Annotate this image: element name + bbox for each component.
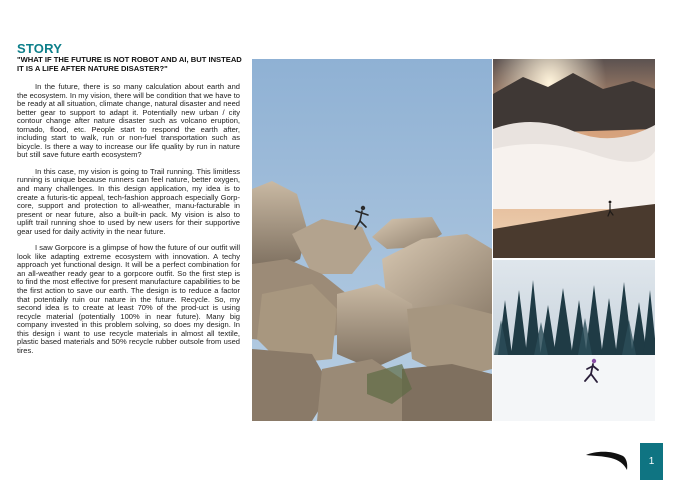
paragraph-2: In this case, my vision is going to Trail running. This limitless running is unique because runners can feel nature, better oxygen, and many challenges. In this design application, my idea is to create a futuris-tic appeal, tech-fashion approach especially Gorp-core, support and protection to all-weather, manu-facturable in present or near future, also a built-in pack. My vision is also to uplift trail running shoe to used by new users for their supportive gear used for daily activity in the near future. xyxy=(17,166,240,236)
page-heading: STORY xyxy=(17,41,63,56)
paragraph-1: In the future, there is so many calculation about earth and the ecosystem. In my vision, there will be condition that we have to be ready at all situation, climate change, natural disaster and need better gear to support to adapt it. Potentially new urban / city contour change after nature disaster such as volcano eruption, tornado, flood, etc. People start to respond the earth after, including start to walk, run or non-fuel transportation such as bicycle. Is there a way to increase our life quality by run in nature but still save future earth ecosystem? xyxy=(17,82,240,160)
page-number-badge xyxy=(640,443,663,480)
story-body xyxy=(17,83,240,363)
photo-mountain-sunset xyxy=(493,59,655,258)
photo-rocks-runner xyxy=(252,59,492,421)
brand-logo-icon xyxy=(585,449,629,473)
paragraph-3: I saw Gorpcore is a glimpse of how the future of our outfit will look like adapting extreme ecosystem with innovation. A techy approach yet functional design. It will be a perfect combination for an all-weather ready gear to a gorpcore outfit. So the first step is to find the most effective for present manufacture capabilities to be the first action to save our earth. The design is to reduce a factor that potentially ruin our nature in the future. Recycle. So, my second idea is to create at least 70% of the prod-uct is using recycle material (potentially 100% in near future). Many big company invested in this problem solving, so does my design. In this design i want to use recycle materials in almost all textile, plastic based materials and 50% recycle rubber outsole from used tires. xyxy=(17,243,240,355)
photo-snow-forest xyxy=(493,260,655,421)
page-number: 1 xyxy=(648,456,655,467)
story-question: "WHAT IF THE FUTURE IS NOT ROBOT AND AI, BUT INSTEAD IT IS A LIFE AFTER NATURE DISASTER?" xyxy=(17,55,242,73)
